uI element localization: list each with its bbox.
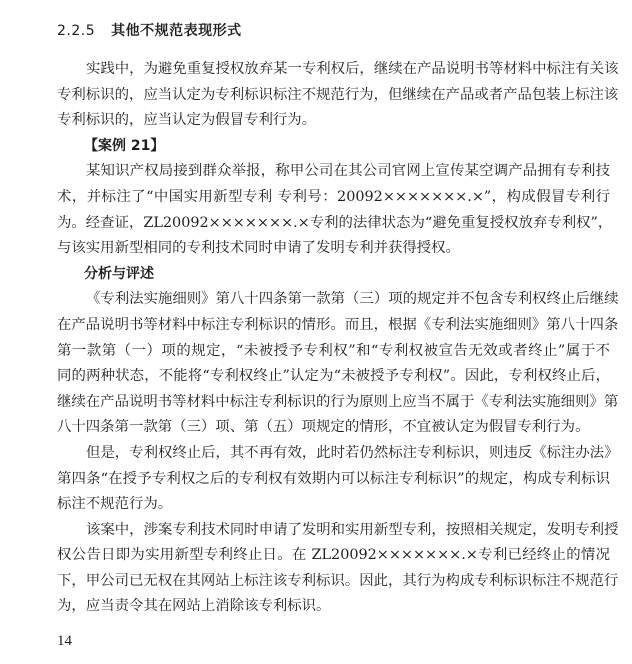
section-heading <box>57 20 242 40</box>
page-number: 14 <box>57 633 72 649</box>
text-line: 专利标识的，应当认定为假冒专利行为。 <box>57 112 317 129</box>
paragraph <box>57 441 619 518</box>
text-line: 该案中，涉案专利技术同时申请了发明和实用新型专利，按照相关规定，发明专利授 <box>86 521 619 538</box>
text-line: 实践中，为避免重复授权放弃某一专利权后，继续在产品说明书等材料中标注有关该 <box>86 61 619 77</box>
text-line: 八十四条第一款第（三）项、第（五）项规定的情形，不宜被认定为假冒专利行为。 <box>57 419 590 436</box>
text-line: 某知识产权局接到群众举报，称甲公司在其公司官网上宣传某空调产品拥有专利技 <box>86 163 610 180</box>
text-line: 为，应当责令其在网站上消除该专利标识。 <box>57 598 331 615</box>
paragraph <box>57 159 613 261</box>
text-line: 标注不规范行为。 <box>57 496 173 513</box>
document-body <box>57 57 619 620</box>
text-line: 权公告日即为实用新型专利终止日。在 ZL20092×××××××.×专利已经终止的情况 <box>57 547 610 564</box>
text-line: 第四条“在授予专利权之后的专利权有效期内可以标注专利标识”的规定，构成专利标识 <box>57 470 610 487</box>
text-line: 《专利法实施细则》第八十四条第一款第（三）项的规定并不包含专利权终止后继续 <box>86 291 619 308</box>
paragraph <box>57 287 619 441</box>
text-line: 第一款第（一）项的规定，“未被授予专利权”和“专利权被宣告无效或者终止”属于不 <box>57 342 610 359</box>
text-line: 同的两种状态，不能将“专利权终止”认定为“未被授予专利权”。因此，专利权终止后， <box>57 368 610 385</box>
text-line: 与该实用新型相同的专利技术同时申请了发明专利并获得授权。 <box>57 240 460 257</box>
paragraph <box>57 518 619 620</box>
section-number: 2.2.5 <box>57 23 96 39</box>
text-line: 【案例 21】 <box>84 137 165 154</box>
subsection-title <box>57 134 610 160</box>
text-line: 分析与评述 <box>84 265 154 282</box>
text-line: 为。经查证，ZL20092×××××××.×专利的法律状态为“避免重复授权放弃专利权”， <box>57 214 613 231</box>
text-line: 在产品说明书等材料中标注专利标识的情形。而且，根据《专利法实施细则》第八十四条 <box>57 316 619 333</box>
text-line: 下，甲公司已无权在其网站上标注该专利标识。因此，其行为构成专利标识标注不规范行 <box>57 572 619 589</box>
section-title: 其他不规范表现形式 <box>111 23 242 39</box>
paragraph <box>57 57 619 134</box>
text-line: 继续在产品说明书等材料中标注专利标识的行为原则上应当不属于《专利法实施细则》第 <box>57 393 619 410</box>
subsection-title <box>57 262 610 288</box>
text-line: 但是，专利权终止后，其不再有效，此时若仍然标注专利标识，则违反《标注办法》 <box>86 444 619 461</box>
text-line: 专利标识的，应当认定为专利标识标注不规范行为，但继续在产品或者产品包装上标注该 <box>57 86 619 103</box>
text-line: 术，并标注了“中国实用新型专利 专利号：20092×××××××.×”，构成假冒专利行 <box>57 188 610 205</box>
